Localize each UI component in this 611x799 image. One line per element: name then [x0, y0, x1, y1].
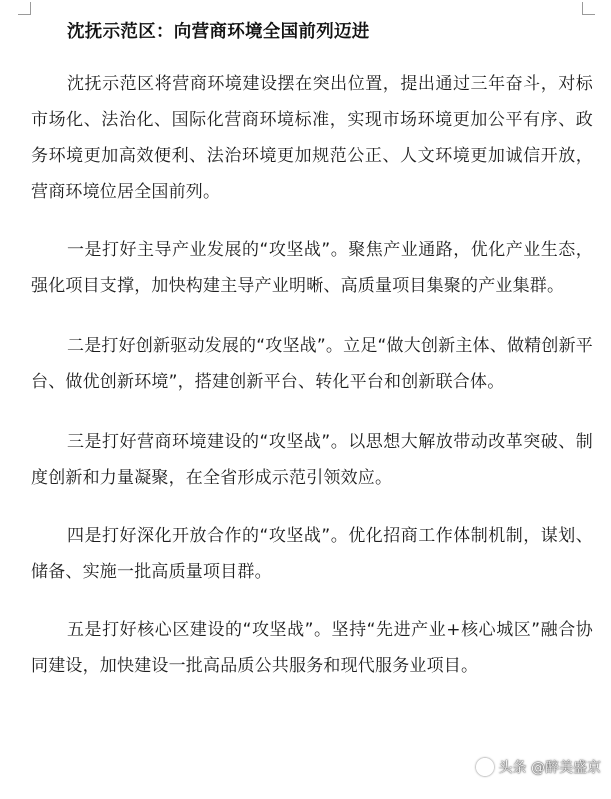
paragraph-point-4: 四是打好深化开放合作的“攻坚战”。优化招商工作体制机制，谋划、储备、实施一批高质量项目群。	[31, 526, 593, 582]
paragraph-intro: 沈抚示范区将营商环境建设摆在突出位置，提出通过三年奋斗，对标市场化、法治化、国际化营商环境标准，实现市场环境更加公平有序、政务环境更加高效便利、法治环境更加规范公正、人文环境更加诚信开放，营商环境位居全国前列。	[31, 74, 593, 202]
margin-corner-mark-left	[18, 2, 31, 15]
watermark	[476, 757, 601, 777]
watermark-text: 头条 @醉美盛京	[498, 760, 601, 776]
document-title: 沈抚示范区：向营商环境全国前列迈进	[67, 22, 370, 42]
toutiao-logo-icon	[476, 758, 494, 776]
paragraph-point-3: 三是打好营商环境建设的“攻坚战”。以思想大解放带动改革突破、制度创新和力量凝聚，在全省形成示范引领效应。	[31, 432, 593, 488]
margin-corner-mark-right	[582, 2, 595, 15]
paragraph-point-1: 一是打好主导产业发展的“攻坚战”。聚焦产业通路，优化产业生态，强化项目支撑，加快构建主导产业明晰、高质量项目集聚的产业集群。	[31, 240, 593, 296]
paragraph-point-5: 五是打好核心区建设的“攻坚战”。坚持“先进产业+核心城区”融合协同建设，加快建设一批高品质公共服务和现代服务业项目。	[31, 620, 593, 676]
document-body	[31, 16, 593, 684]
paragraph-point-2: 二是打好创新驱动发展的“攻坚战”。立足“做大创新主体、做精创新平台、做优创新环境”，搭建创新平台、转化平台和创新联合体。	[31, 336, 593, 392]
